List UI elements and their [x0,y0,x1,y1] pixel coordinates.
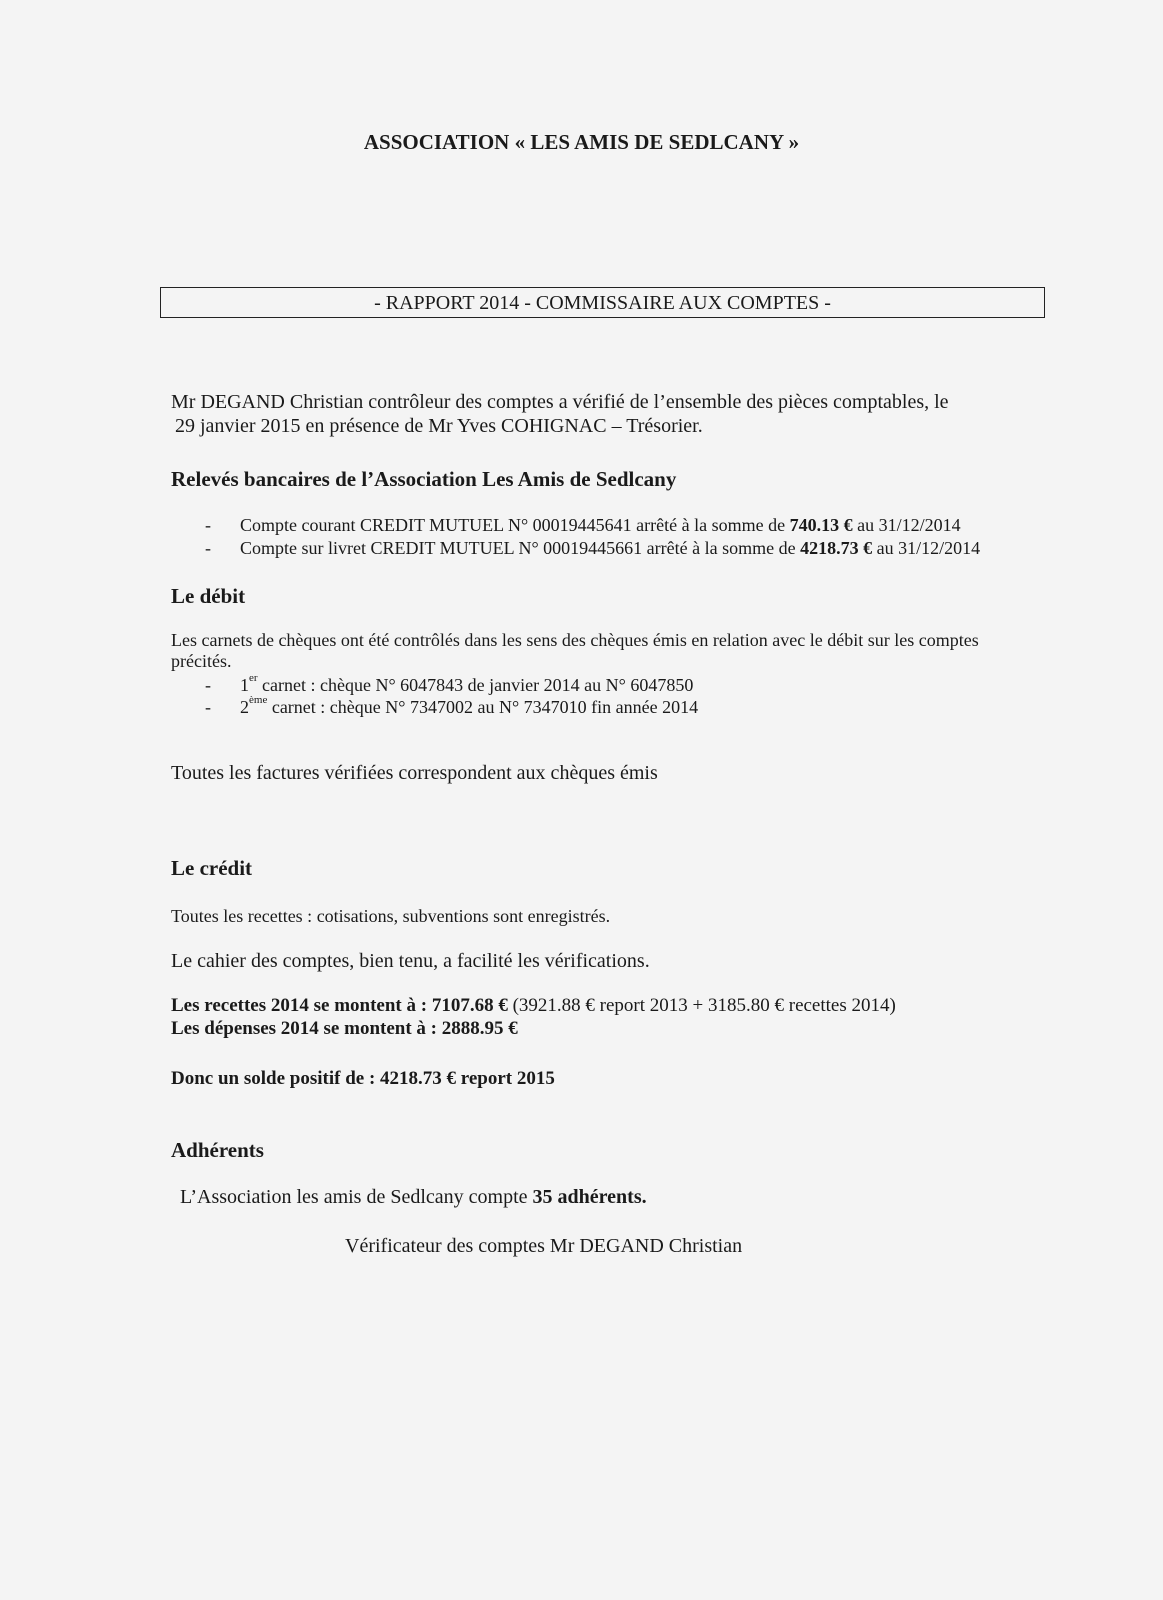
adherents-line: L’Association les amis de Sedlcany compte 35 adhérents. [180,1186,647,1208]
recettes-total: Les recettes 2014 se montent à : 7107.68 € (3921.88 € report 2013 + 3185.80 € recettes 2014) [171,995,896,1016]
recettes-line: Toutes les recettes : cotisations, subventions sont enregistrés. [171,906,611,926]
list-dash: - [205,538,211,558]
signature-line: Vérificateur des comptes Mr DEGAND Christian [345,1235,743,1257]
report-title: - RAPPORT 2014 - COMMISSAIRE AUX COMPTES - [374,292,831,314]
debit-paragraph-line-1: Les carnets de chèques ont été contrôlés dans les sens des chèques émis en relation avec le débit sur les comptes [171,630,979,650]
cahier-line: Le cahier des comptes, bien tenu, a facilité les vérifications. [171,950,650,972]
carnet-item-2: 2ème carnet : chèque N° 7347002 au N° 7347010 fin année 2014 [240,694,699,717]
releves-heading: Relevés bancaires de l’Association Les Amis de Sedlcany [171,467,677,491]
list-dash: - [205,697,211,717]
adherents-heading: Adhérents [171,1138,264,1162]
document-title: ASSOCIATION « LES AMIS DE SEDLCANY » [363,130,800,154]
depenses-total: Les dépenses 2014 se montent à : 2888.95 € [171,1018,518,1039]
solde-line: Donc un solde positif de : 4218.73 € report 2015 [171,1068,555,1089]
list-dash: - [205,675,211,695]
debit-heading: Le débit [171,584,246,608]
credit-heading: Le crédit [171,856,253,880]
carnet-item-1: 1er carnet : chèque N° 6047843 de janvier 2014 au N° 6047850 [240,672,694,695]
account-item-1: Compte courant CREDIT MUTUEL N° 00019445641 arrêté à la somme de 740.13 € au 31/12/2014 [240,515,961,535]
list-dash: - [205,515,211,535]
debit-paragraph-line-2: précités. [171,651,232,671]
intro-line-2: 29 janvier 2015 en présence de Mr Yves COHIGNAC – Trésorier. [175,415,703,437]
intro-line-1: Mr DEGAND Christian contrôleur des comptes a vérifié de l’ensemble des pièces comptables, le [171,391,949,413]
factures-line: Toutes les factures vérifiées correspondent aux chèques émis [171,762,658,784]
report-title-box [160,287,1045,318]
account-item-2: Compte sur livret CREDIT MUTUEL N° 00019445661 arrêté à la somme de 4218.73 € au 31/12/2014 [240,538,981,558]
